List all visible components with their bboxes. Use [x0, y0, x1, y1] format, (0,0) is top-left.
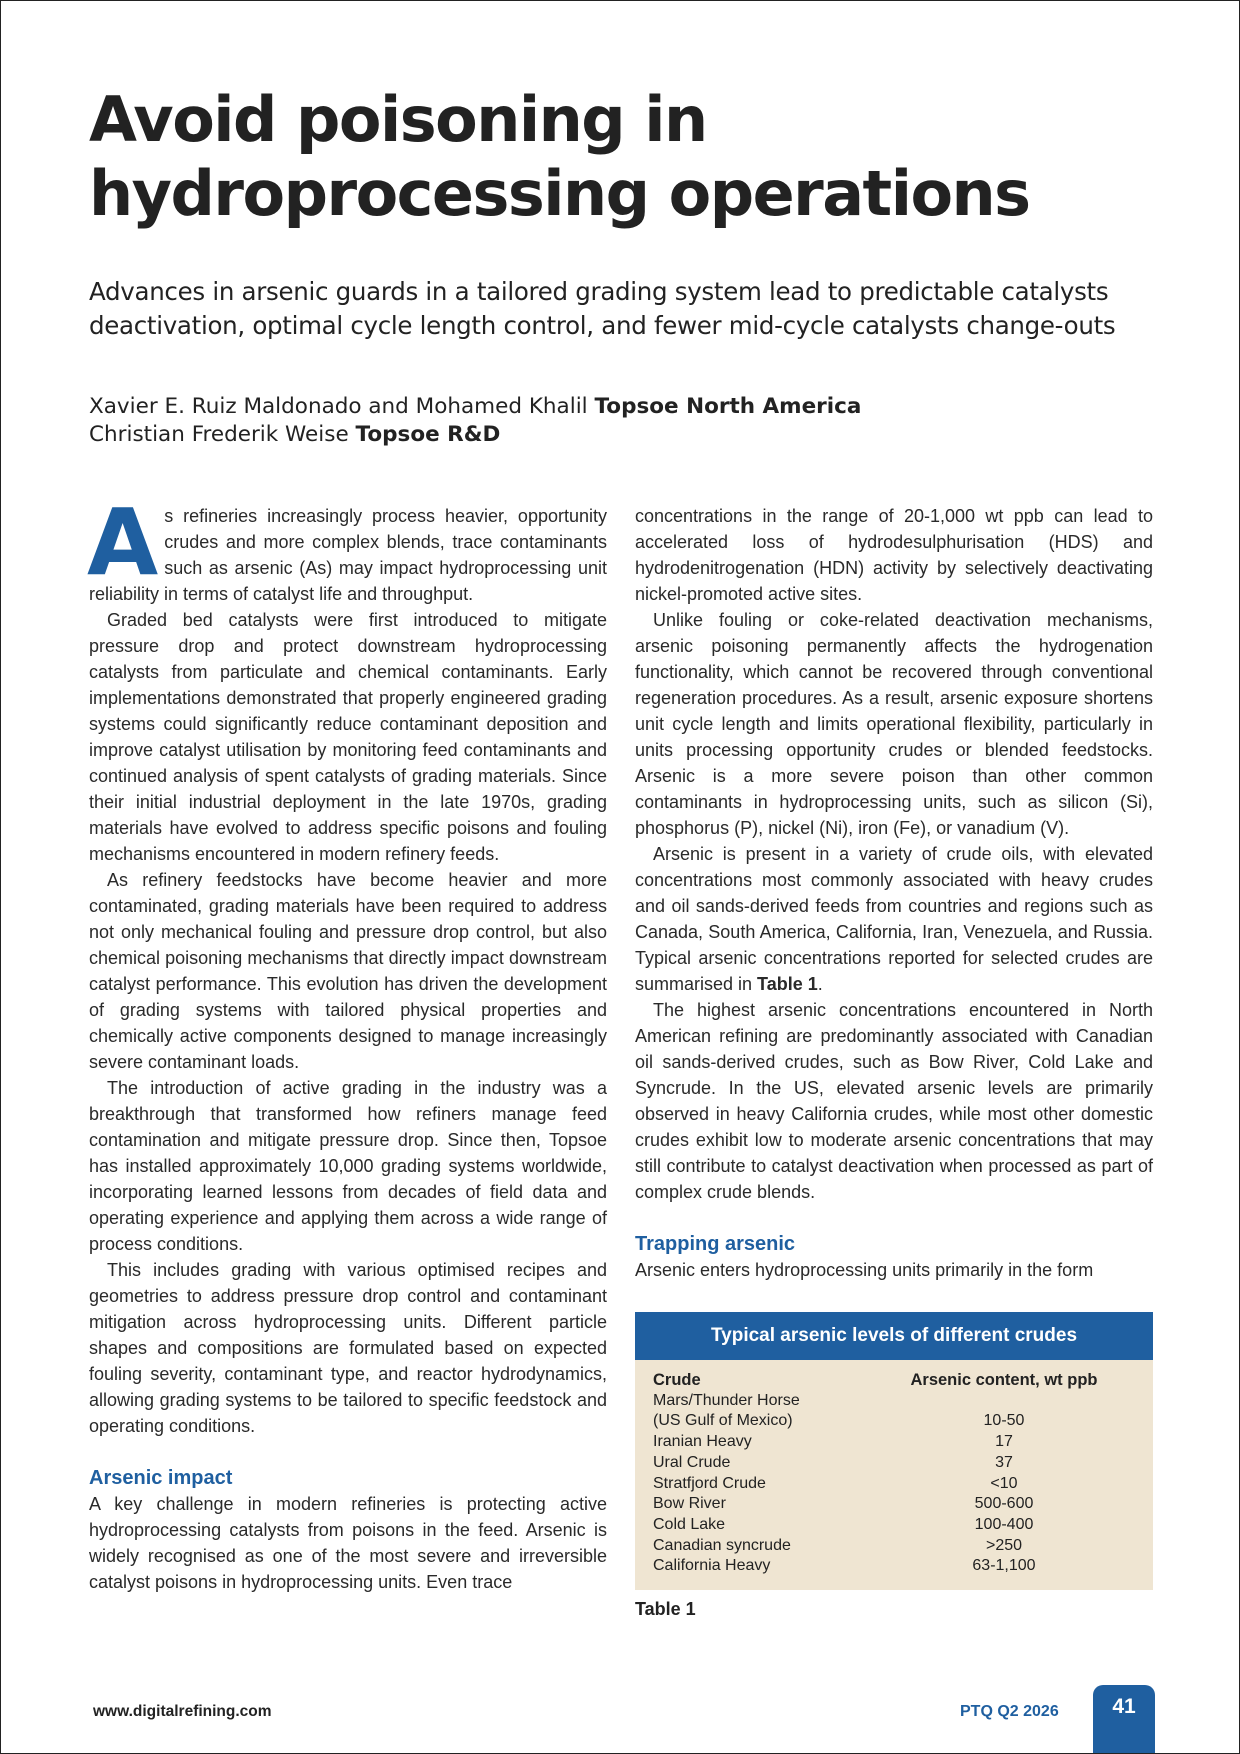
footer-url: www.digitalrefining.com	[93, 1703, 272, 1720]
cell-arsenic: 63-1,100	[972, 1557, 1036, 1575]
column-header-crude: Crude	[653, 1371, 701, 1389]
author-names: Xavier E. Ruiz Maldonado and Mohamed Khalil	[89, 394, 588, 419]
table-caption: Table 1	[635, 1599, 696, 1619]
cell-crude: Cold Lake	[653, 1515, 726, 1533]
cell-arsenic: 37	[995, 1453, 1013, 1471]
paragraph-text: .	[817, 974, 823, 994]
footer-issue: PTQ Q2 2026	[960, 1703, 1059, 1720]
author-line-2	[89, 421, 1089, 449]
table-body	[635, 1360, 1153, 1577]
paragraph: concentrations in the range of 20-1,000 wt ppb can lead to accelerated loss of hydrodesulphurisation (HDS) and hydrodenitrogenation (HDN) activity by selectively deactivating nickel-promoted active sites.	[635, 506, 1153, 604]
table-header-row	[653, 1370, 1135, 1391]
table-row	[653, 1474, 1135, 1495]
drop-cap: A	[87, 489, 159, 596]
table-row	[653, 1391, 1135, 1412]
arsenic-table	[635, 1312, 1153, 1590]
author-affiliation: Topsoe North America	[594, 394, 862, 419]
cell-crude: Iranian Heavy	[653, 1433, 752, 1451]
table-row	[653, 1515, 1135, 1536]
page-number-badge: 41	[1093, 1685, 1155, 1754]
paragraph: Graded bed catalysts were first introduced to mitigate pressure drop and protect downstream hydroprocessing catalysts from particulate and chemical contaminants. Early implementations demonstrated that properly engineered grading systems could significantly reduce contaminant deposition and improve catalyst utilisation by monitoring feed contaminants and continued analysis of spent catalysts of grading materials. Since their initial industrial deployment in the late 1970s, grading materials have evolved to address specific poisons and fouling mechanisms encountered in modern refinery feeds.	[89, 610, 607, 864]
cell-arsenic	[883, 1391, 1135, 1412]
table-row	[653, 1453, 1135, 1474]
author-block	[89, 393, 1089, 449]
cell-crude: California Heavy	[653, 1557, 771, 1575]
paragraph: A key challenge in modern refineries is protecting active hydroprocessing catalysts from poisons in the feed. Arsenic is widely recognised as one of the most severe and irreversible catalyst poisons in hydroprocessing units. Even trace	[89, 1494, 607, 1592]
cell-arsenic: <10	[990, 1474, 1018, 1492]
body-column-left	[87, 489, 607, 1595]
cell-arsenic: 10-50	[983, 1412, 1025, 1430]
table-title: Typical arsenic levels of different crudes	[635, 1312, 1153, 1360]
cell-crude: Stratfjord Crude	[653, 1474, 766, 1492]
paragraph: The highest arsenic concentrations encountered in North American refining are predominantly associated with Canadian oil sands-derived crudes, such as Bow River, Cold Lake and Syncrude. In the US, elevated arsenic levels are primarily observed in heavy California crudes, while most other domestic crudes exhibit low to moderate arsenic concentrations that may still contribute to catalyst deactivation when processed as part of complex crude blends.	[635, 1000, 1153, 1202]
table-row	[653, 1494, 1135, 1515]
cell-arsenic: >250	[985, 1536, 1023, 1554]
paragraph: The introduction of active grading in the industry was a breakthrough that transformed how refiners manage feed contamination and mitigate pressure drop. Since then, Topsoe has installed approximately 10,000 grading systems worldwide, incorporating learned lessons from decades of field data and operating experience and applying them across a wide range of process conditions.	[89, 1078, 607, 1254]
cell-arsenic: 17	[995, 1433, 1013, 1451]
paragraph-text: s refineries increasingly process heavier, opportunity crudes and more complex blends, trace contaminants such as arsenic (As) may impact hydroprocessing unit reliability in terms of catalyst life and throughput.	[89, 506, 607, 604]
cell-crude: Canadian syncrude	[653, 1536, 791, 1554]
paragraph	[87, 489, 607, 607]
column-header-arsenic: Arsenic content, wt ppb	[910, 1371, 1098, 1389]
paragraph: Unlike fouling or coke-related deactivation mechanisms, arsenic poisoning permanently affects the hydrogenation functionality, which cannot be recovered through conventional regeneration procedures. As a result, arsenic exposure shortens unit cycle length and limits operational flexibility, particularly in units processing opportunity crudes or blended feedstocks. Arsenic is a more severe poison than other common contaminants in hydroprocessing units, such as silicon (Si), phosphorus (P), nickel (Ni), iron (Fe), or vanadium (V).	[635, 610, 1153, 838]
author-affiliation: Topsoe R&D	[355, 422, 501, 447]
article-title: Avoid poisoning in hydroprocessing operations	[89, 83, 1030, 230]
paragraph	[635, 841, 1153, 997]
cell-arsenic: 100-400	[974, 1515, 1034, 1533]
cell-arsenic: 500-600	[974, 1495, 1034, 1513]
table-row	[653, 1536, 1135, 1557]
table-row	[653, 1432, 1135, 1453]
paragraph-text: Arsenic is present in a variety of crude oils, with elevated concentrations most commonly associated with heavy crudes and oil sands-derived feeds from countries and regions such as Canada, South America, California, Iran, Venezuela, and Russia. Typical arsenic concentrations reported for selected crudes are summarised in	[635, 844, 1153, 994]
paragraph: This includes grading with various optimised recipes and geometries to address pressure drop control and contaminant mitigation across hydroprocessing units. Different particle shapes and compositions are formulated based on expected fouling severity, contaminant type, and reactor hydrodynamics, allowing grading systems to be tailored to specific feedstock and operating conditions.	[89, 1260, 607, 1436]
table-row	[653, 1556, 1135, 1577]
body-column-right	[635, 503, 1153, 1283]
cell-crude: (US Gulf of Mexico)	[653, 1412, 793, 1430]
paragraph: As refinery feedstocks have become heavier and more contaminated, grading materials have been required to address not only mechanical fouling and pressure drop control, but also chemical poisoning mechanisms that directly impact downstream catalyst performance. This evolution has driven the development of grading systems with tailored physical properties and chemically active components designed to manage increasingly severe contaminant loads.	[89, 870, 607, 1072]
section-heading: Arsenic impact	[89, 1467, 233, 1489]
table-row	[653, 1411, 1135, 1432]
cell-crude: Mars/Thunder Horse	[653, 1391, 800, 1409]
table-reference: Table 1	[757, 974, 818, 994]
author-names: Christian Frederik Weise	[89, 422, 349, 447]
paragraph: Arsenic enters hydroprocessing units primarily in the form	[635, 1260, 1094, 1280]
article-subtitle: Advances in arsenic guards in a tailored grading system lead to predictable catalysts deactivation, optimal cycle length control, and fewer mid-cycle catalysts change-outs	[89, 277, 1116, 340]
section-heading: Trapping arsenic	[635, 1233, 796, 1255]
cell-crude: Ural Crude	[653, 1453, 731, 1471]
author-line-1	[89, 393, 1089, 421]
cell-crude: Bow River	[653, 1495, 726, 1513]
